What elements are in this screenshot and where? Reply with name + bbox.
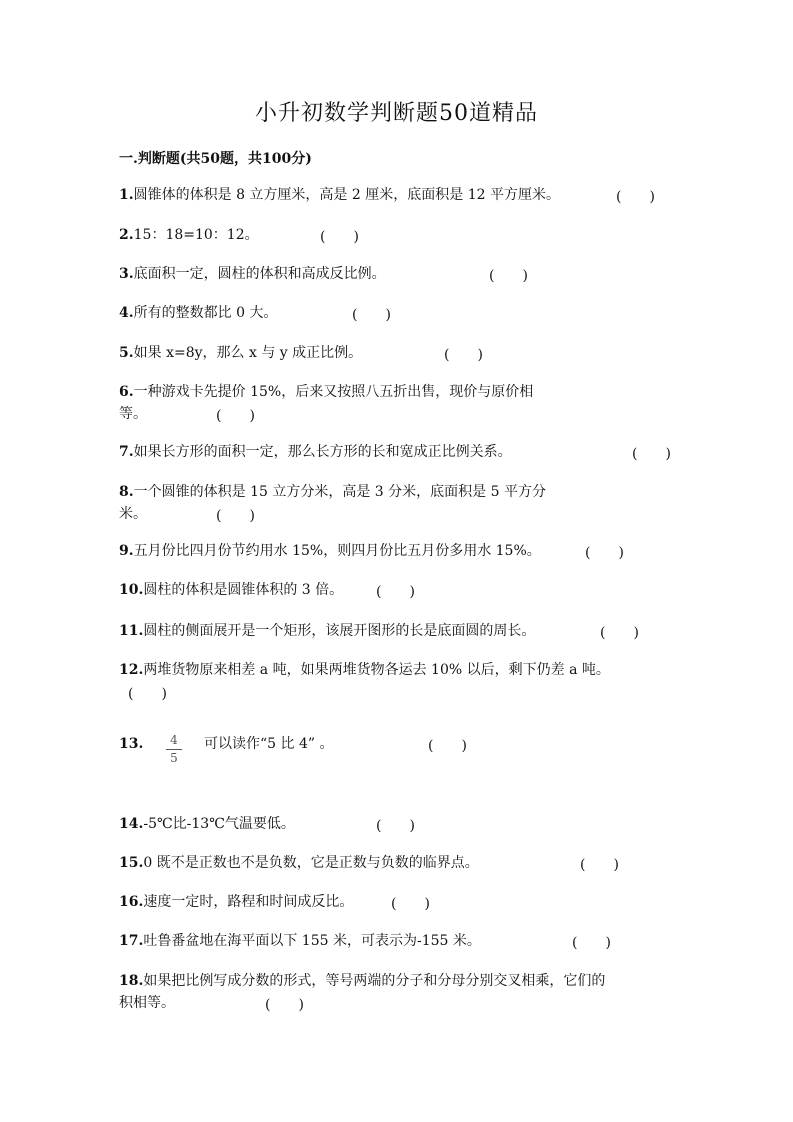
answer-blank[interactable]: ( ) bbox=[489, 268, 528, 284]
answer-blank[interactable]: ( ) bbox=[580, 857, 619, 873]
answer-blank[interactable]: ( ) bbox=[320, 229, 359, 245]
answer-blank[interactable]: ( ) bbox=[216, 508, 255, 524]
question-text: 吐鲁番盆地在海平面以下 155 米，可表示为-155 米。 bbox=[143, 933, 481, 949]
question-text-continued: 米。 bbox=[119, 506, 147, 522]
question-text: 所有的整数都比 0 大。 bbox=[133, 305, 278, 321]
question-3 bbox=[119, 263, 679, 285]
question-1 bbox=[119, 184, 679, 206]
fraction-bar bbox=[166, 749, 182, 750]
question-text: 15：18=10：12。 bbox=[133, 227, 259, 243]
fraction-numerator: 4 bbox=[170, 733, 178, 747]
question-12 bbox=[119, 659, 689, 681]
answer-blank[interactable]: ( ) bbox=[585, 545, 624, 561]
question-13-text bbox=[204, 733, 404, 755]
question-number: 17. bbox=[119, 933, 144, 949]
question-text: 如果长方形的面积一定，那么长方形的长和宽成正比例关系。 bbox=[133, 444, 512, 460]
answer-blank[interactable]: ( ) bbox=[600, 625, 639, 641]
question-number: 2. bbox=[119, 227, 134, 243]
fraction-denominator: 5 bbox=[170, 751, 178, 765]
question-text: 底面积一定，圆柱的体积和高成反比例。 bbox=[133, 266, 386, 282]
question-7 bbox=[119, 441, 679, 463]
question-number: 15. bbox=[119, 855, 144, 871]
question-text-continued: 等。 bbox=[119, 406, 147, 422]
question-4 bbox=[119, 302, 679, 324]
question-8 bbox=[119, 481, 679, 525]
question-number: 12. bbox=[119, 662, 144, 678]
question-6 bbox=[119, 381, 679, 425]
question-text: 一个圆锥的体积是 15 立方分米，高是 3 分米，底面积是 5 平方分 bbox=[133, 484, 546, 500]
answer-blank[interactable]: ( ) bbox=[444, 347, 483, 363]
question-number: 10. bbox=[119, 582, 144, 598]
question-text: 五月份比四月份节约用水 15%，则四月份比五月份多用水 15%。 bbox=[133, 543, 541, 559]
question-text: 速度一定时，路程和时间成反比。 bbox=[143, 894, 354, 910]
question-number: 11. bbox=[119, 623, 144, 639]
question-text: 两堆货物原来相差 a 吨，如果两堆货物各运去 10% 以后，剩下仍差 a 吨。 bbox=[143, 662, 610, 678]
question-text: 如果把比例写成分数的形式，等号两端的分子和分母分别交叉相乘，它们的 bbox=[143, 973, 606, 989]
answer-blank[interactable]: ( ) bbox=[391, 896, 430, 912]
question-number: 13. bbox=[119, 736, 144, 752]
question-number: 8. bbox=[119, 484, 134, 500]
document-title: 小升初数学判断题50道精品 bbox=[255, 101, 538, 126]
answer-blank[interactable]: ( ) bbox=[265, 997, 304, 1013]
question-text: -5℃比-13℃气温要低。 bbox=[143, 816, 295, 832]
question-number: 16. bbox=[119, 894, 144, 910]
question-11 bbox=[119, 620, 679, 642]
fraction-4-over-5 bbox=[166, 733, 182, 766]
question-text: 0 既不是正数也不是负数，它是正数与负数的临界点。 bbox=[143, 855, 479, 871]
question-number: 6. bbox=[119, 384, 134, 400]
question-text: 一种游戏卡先提价 15%，后来又按照八五折出售，现价与原价相 bbox=[133, 384, 534, 400]
question-number: 7. bbox=[119, 444, 134, 460]
answer-blank[interactable]: ( ) bbox=[428, 738, 467, 754]
question-text: 圆柱的侧面展开是一个矩形，该展开图形的长是底面圆的周长。 bbox=[143, 623, 536, 639]
answer-blank[interactable]: ( ) bbox=[632, 446, 671, 462]
question-18 bbox=[119, 970, 684, 1014]
answer-blank[interactable]: ( ) bbox=[352, 307, 391, 323]
answer-blank[interactable]: ( ) bbox=[376, 584, 415, 600]
answer-blank[interactable]: ( ) bbox=[216, 408, 255, 424]
question-text: 圆柱的体积是圆锥体积的 3 倍。 bbox=[143, 582, 344, 598]
section-heading: 一.判断题(共50题，共100分) bbox=[119, 151, 312, 167]
question-number: 4. bbox=[119, 305, 134, 321]
question-number: 1. bbox=[119, 187, 134, 203]
question-text: 可以读作“5 比 4” 。 bbox=[204, 736, 334, 752]
question-number: 3. bbox=[119, 266, 134, 282]
question-number: 9. bbox=[119, 543, 134, 559]
question-text: 圆锥体的体积是 8 立方厘米，高是 2 厘米，底面积是 12 平方厘米。 bbox=[133, 187, 560, 203]
question-number: 14. bbox=[119, 816, 144, 832]
answer-blank[interactable]: ( ) bbox=[572, 935, 611, 951]
question-number: 18. bbox=[119, 973, 144, 989]
answer-blank[interactable]: ( ) bbox=[128, 686, 167, 702]
answer-blank[interactable]: ( ) bbox=[376, 818, 415, 834]
question-5 bbox=[119, 342, 679, 364]
question-2 bbox=[119, 224, 679, 246]
question-text-continued: 积相等。 bbox=[119, 995, 175, 1011]
question-number: 5. bbox=[119, 345, 134, 361]
question-text: 如果 x=8y，那么 x 与 y 成正比例。 bbox=[133, 345, 363, 361]
answer-blank[interactable]: ( ) bbox=[616, 189, 655, 205]
